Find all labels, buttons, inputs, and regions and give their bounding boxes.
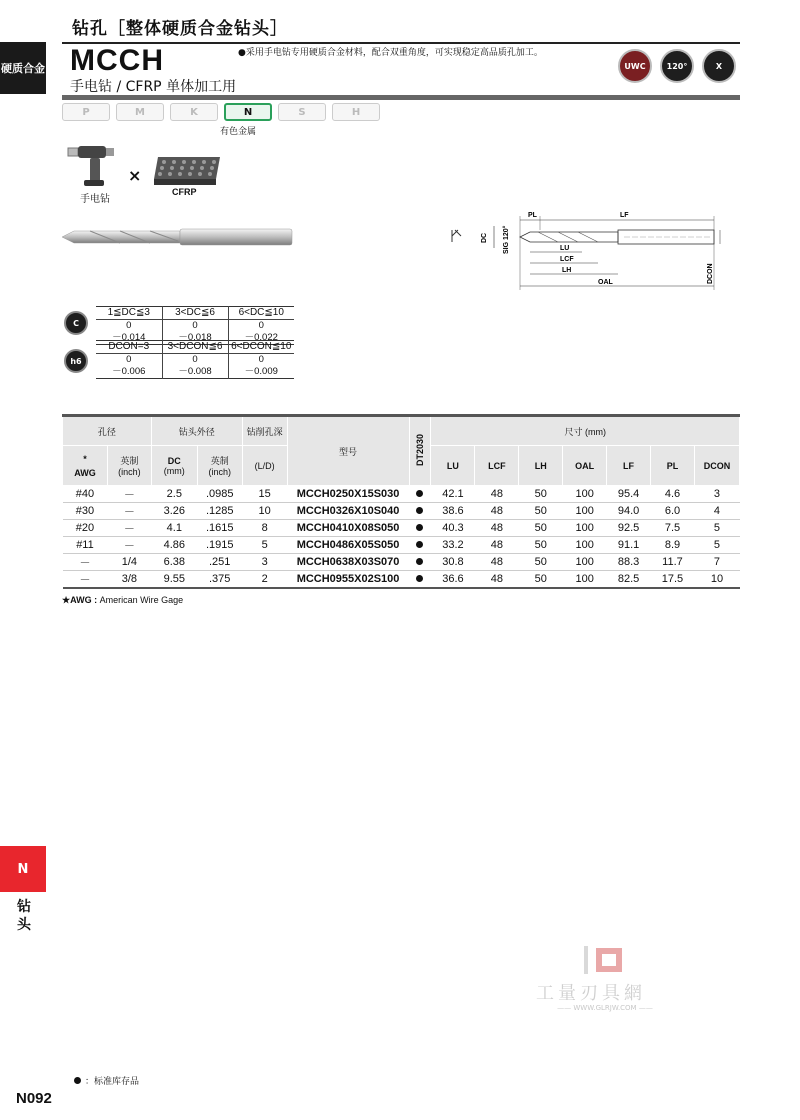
table-row: － 3/8 9.55 .375 2 MCCH0955X02S100 36.6 48 50 100 82.5 17.5 10 xyxy=(63,571,740,589)
side-category-tab: 硬质合金 xyxy=(0,42,46,94)
diagram-oal-label: OAL xyxy=(598,279,613,286)
dc-inch-header: 英制 (inch) xyxy=(197,446,242,486)
material-p: P xyxy=(62,103,110,121)
tol-dc-header: 3<DC≦6 xyxy=(162,307,228,320)
stock-bullet-icon xyxy=(416,558,423,565)
table-row: #30 － 3.26 .1285 10 MCCH0326X10S040 38.6 48 50 100 94.0 6.0 4 xyxy=(63,503,740,520)
depth-group-header: 钻削孔深 xyxy=(242,416,287,446)
dia-group-header: 钻头外径 xyxy=(151,416,242,446)
stock-bullet-icon xyxy=(416,490,423,497)
legend-text: ：标准库存品 xyxy=(85,1077,140,1087)
x-thinning-badge-icon: X xyxy=(702,49,736,83)
inch-header: 英制 (inch) xyxy=(107,446,151,486)
tol-dc-upper: 0 xyxy=(228,320,294,333)
diagram-dcon-label: DCON xyxy=(707,263,714,284)
model-cell: MCCH0410X08S050 xyxy=(287,520,409,537)
watermark-url: —— WWW.GLRJW.COM —— xyxy=(557,1004,653,1012)
product-description: ●采用手电钻专用硬质合金材料，配合双重角度，可实现稳定高品质孔加工。 xyxy=(238,48,543,58)
table-row: － 1/4 6.38 .251 3 MCCH0638X03S070 30.8 48 50 100 88.3 11.7 7 xyxy=(63,554,740,571)
stock-bullet-icon xyxy=(74,1077,81,1084)
cfrp-plate-icon xyxy=(150,153,224,187)
header-bar xyxy=(62,95,740,100)
specification-table xyxy=(62,414,740,589)
tol-dc-upper: 0 xyxy=(126,320,132,331)
side-section-tab: N xyxy=(0,846,46,892)
tol-dcon-lower: －0.008 xyxy=(162,366,228,379)
oal-header: OAL xyxy=(563,446,607,486)
page-number: N092 xyxy=(16,1090,52,1107)
dc-header: DC (mm) xyxy=(151,446,197,486)
legend xyxy=(74,1074,139,1087)
table-row: #11 － 4.86 .1915 5 MCCH0486X05S050 33.2 48 50 100 91.1 8.9 5 xyxy=(63,537,740,554)
ld-header: (L/D) xyxy=(242,446,287,486)
tol-dc-lower: －0.022 xyxy=(228,332,294,345)
lf-header: LF xyxy=(607,446,651,486)
model-cell: MCCH0486X05S050 xyxy=(287,537,409,554)
material-m: M xyxy=(116,103,164,121)
material-caption: 有色金属 xyxy=(220,127,257,137)
diagram-lu-label: LU xyxy=(560,245,570,252)
model-cell: MCCH0955X02S100 xyxy=(287,571,409,589)
model-header: 型号 xyxy=(287,416,409,486)
stock-bullet-icon xyxy=(416,541,423,548)
hand-drill-label: 手电钻 xyxy=(80,194,110,205)
diagram-pl-label: PL xyxy=(528,212,537,219)
material-k: K xyxy=(170,103,218,121)
material-n: N xyxy=(224,103,272,121)
tol-dcon-upper: 0 xyxy=(162,354,228,367)
tol-dcon-upper: 0 xyxy=(126,354,132,365)
tol-dc-header: 1≦DC≦3 xyxy=(96,307,162,320)
pl-header: PL xyxy=(651,446,695,486)
watermark-logo-icon xyxy=(582,944,626,976)
material-groups xyxy=(62,103,380,121)
tol-dcon-header: 3<DCON≦6 xyxy=(162,341,228,354)
table-row: #40 － 2.5 .0985 15 MCCH0250X15S030 42.1 48 50 100 95.4 4.6 3 xyxy=(63,486,740,503)
watermark-text: 工量刃具網 xyxy=(536,983,646,1004)
side-section-name: 钻头 xyxy=(17,899,31,933)
tol-dcon-lower: －0.009 xyxy=(228,366,294,379)
stock-bullet-icon xyxy=(416,524,423,531)
model-cell: MCCH0326X10S040 xyxy=(287,503,409,520)
product-subtitle: 手电钻 / CFRP 单体加工用 xyxy=(70,79,237,95)
tol-dcon-header: DCON=3 xyxy=(96,341,162,354)
uwc-badge-icon: UWC xyxy=(618,49,652,83)
point-angle-badge-icon: 120° xyxy=(660,49,694,83)
lcf-header: LCF xyxy=(475,446,519,486)
product-code: MCCH xyxy=(70,44,164,77)
awg-header: * AWG xyxy=(63,446,108,486)
drill-dimension-diagram xyxy=(448,206,730,292)
lu-header: LU xyxy=(431,446,475,486)
tol-dc-upper: 0 xyxy=(162,320,228,333)
lh-header: LH xyxy=(519,446,563,486)
drill-photo-icon xyxy=(60,222,296,252)
model-cell: MCCH0638X03S070 xyxy=(287,554,409,571)
grade-header: DT2030 xyxy=(409,416,431,486)
stock-bullet-icon xyxy=(416,575,423,582)
diagram-lcf-label: LCF xyxy=(560,256,574,263)
hole-group-header: 孔径 xyxy=(63,416,152,446)
diagram-lf-label: LF xyxy=(620,212,629,219)
tol-dc-header: 6<DC≦10 xyxy=(228,307,294,320)
dims-group-header: 尺寸 (mm) xyxy=(431,416,740,446)
material-h: H xyxy=(332,103,380,121)
times-sign: × xyxy=(128,166,142,185)
tol-dc-lower: －0.018 xyxy=(162,332,228,345)
tol-dc-lower: －0.014 xyxy=(112,332,146,343)
diagram-dc-label: DC xyxy=(481,232,488,243)
hand-drill-icon xyxy=(66,144,118,188)
material-s: S xyxy=(278,103,326,121)
h6-tolerance-icon: h6 xyxy=(64,349,88,373)
dc-tolerance-icon: C xyxy=(64,311,88,335)
dcon-header: DCON xyxy=(694,446,739,486)
tol-dcon-upper: 0 xyxy=(228,354,294,367)
model-cell: MCCH0250X15S030 xyxy=(287,486,409,503)
diagram-sig-label: SIG 120° xyxy=(503,225,510,254)
tol-dcon-header: 6<DCON≦10 xyxy=(228,341,294,354)
awg-footnote: ★AWG : American Wire Gage xyxy=(62,595,184,605)
feature-badges xyxy=(618,49,736,83)
diagram-lh-label: LH xyxy=(562,267,572,274)
cfrp-label: CFRP xyxy=(172,187,197,197)
dcon-tolerance-table xyxy=(96,340,294,379)
stock-bullet-icon xyxy=(416,507,423,514)
table-row: #20 － 4.1 .1615 8 MCCH0410X08S050 40.3 48 50 100 92.5 7.5 5 xyxy=(63,520,740,537)
tol-dcon-lower: －0.006 xyxy=(112,366,146,377)
category-title: 钻孔［整体硬质合金钻头］ xyxy=(72,19,288,39)
